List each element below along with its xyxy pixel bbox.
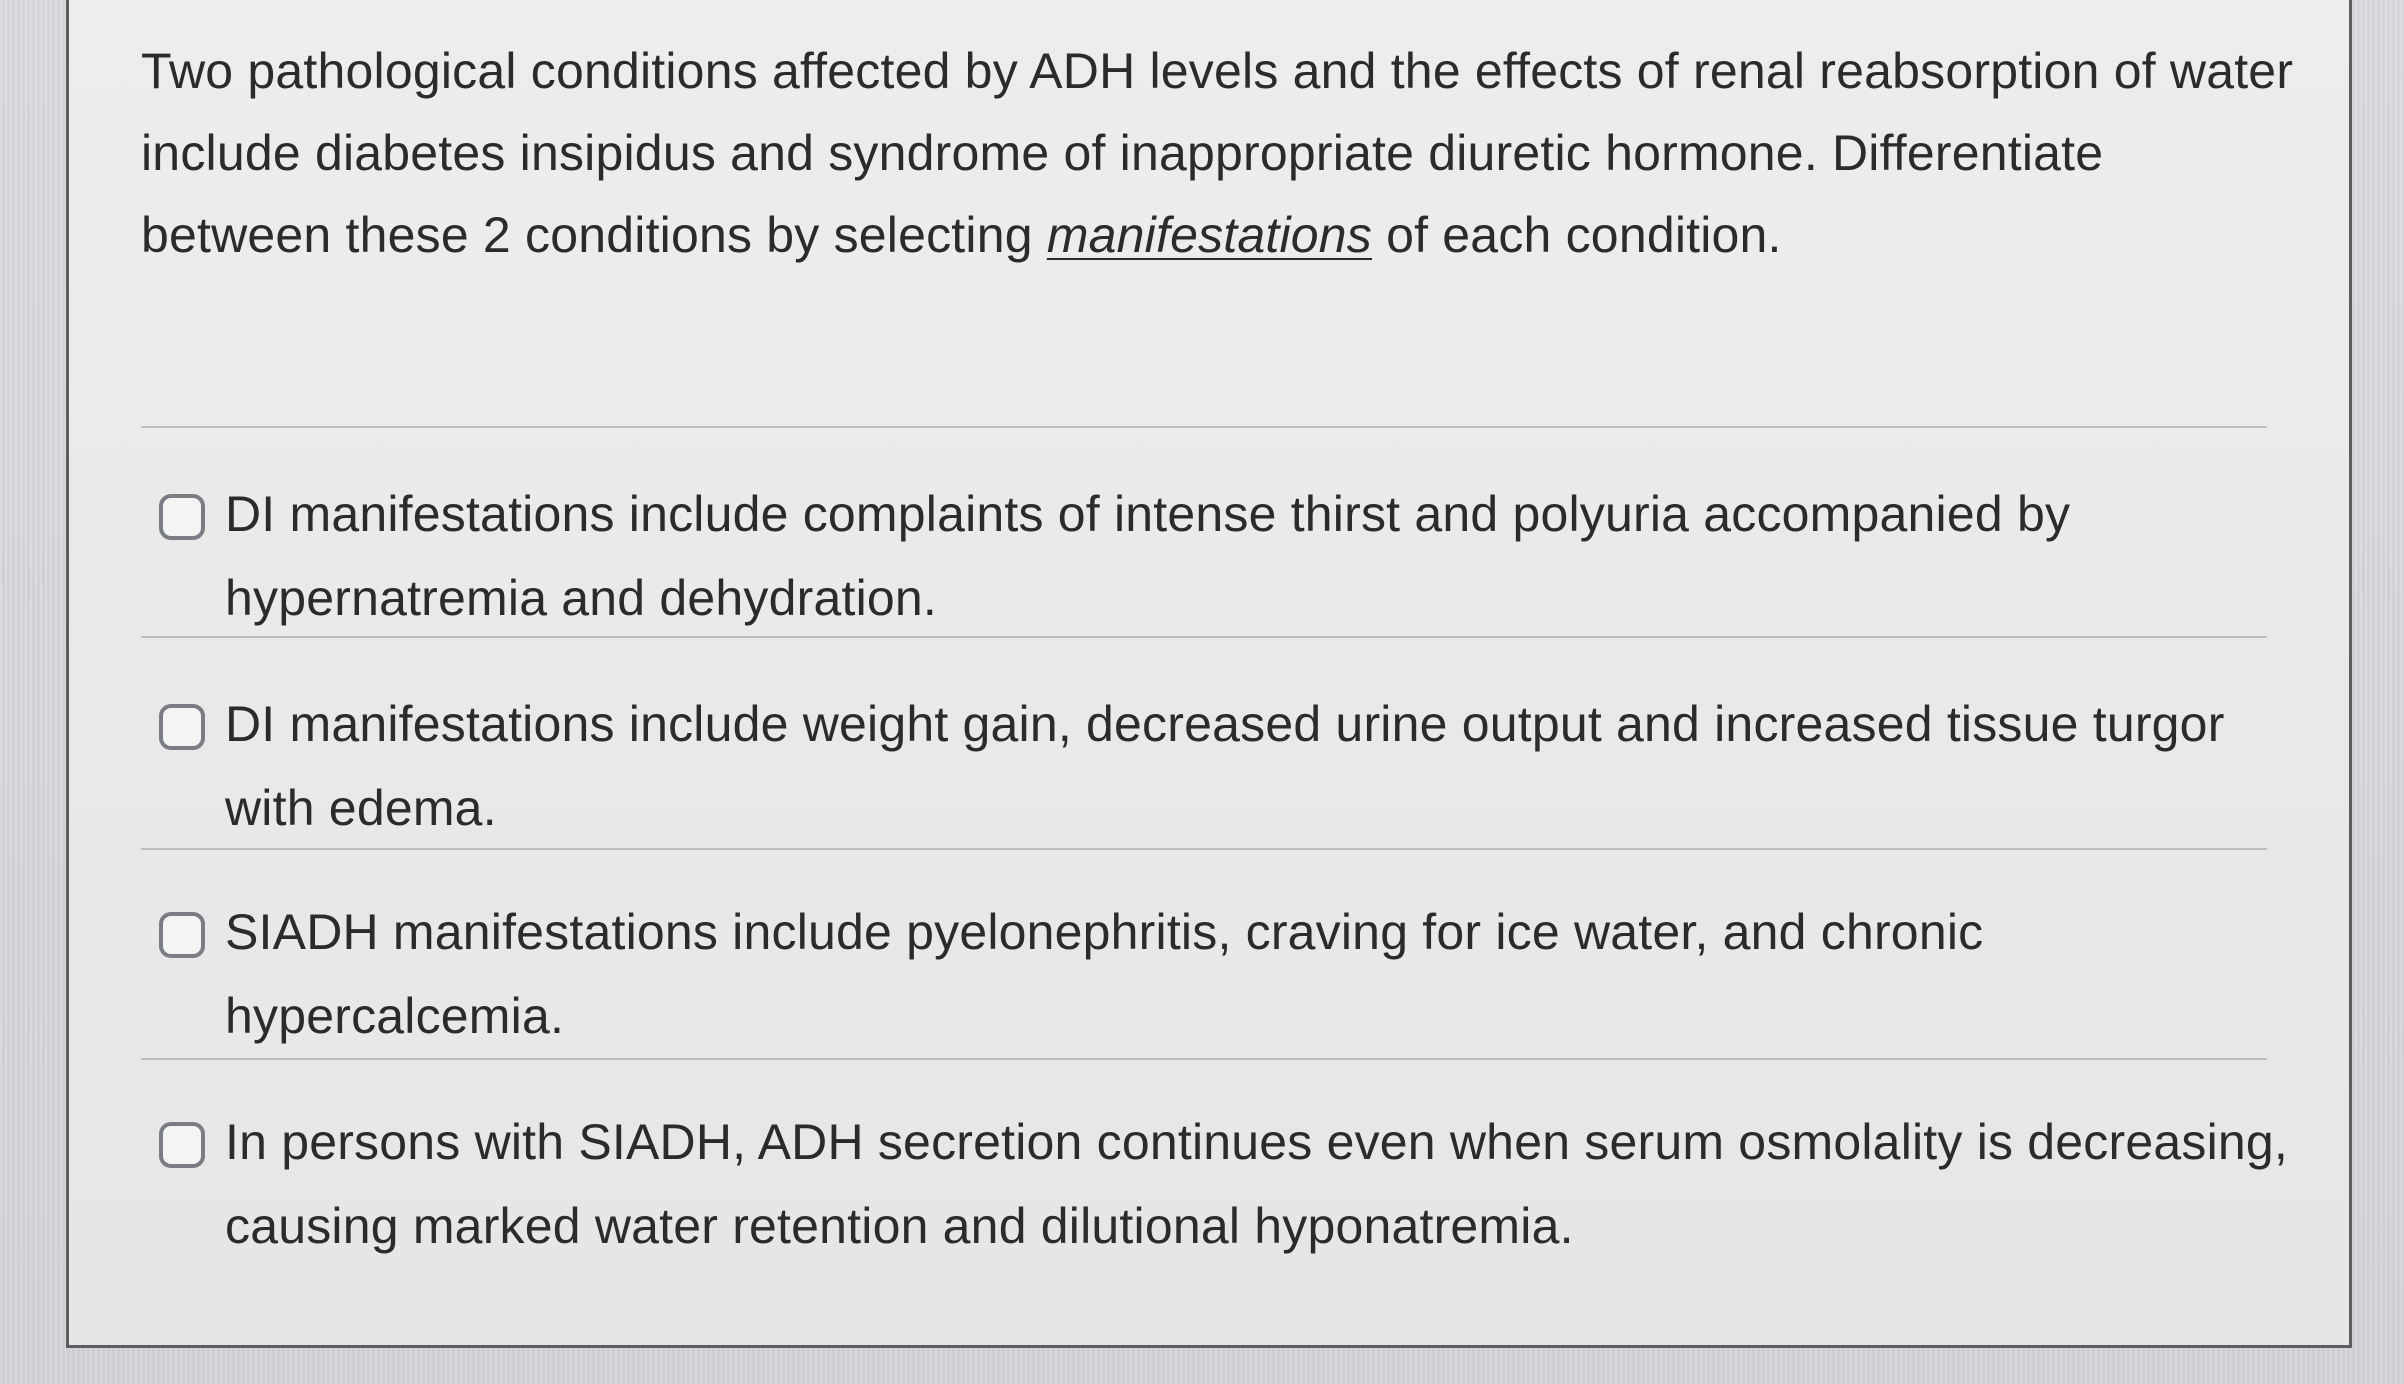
checkbox-icon[interactable] — [159, 1122, 205, 1168]
question-card — [66, 0, 2352, 1348]
answer-option-4[interactable] — [159, 1116, 2309, 1276]
checkbox-icon[interactable] — [159, 494, 205, 540]
answer-option-3[interactable] — [159, 906, 2309, 1066]
checkbox-icon[interactable] — [159, 704, 205, 750]
question-prompt — [141, 30, 2301, 276]
answer-option-label: DI manifestations include weight gain, decreased urine output and increased tissue turgor with edema. — [225, 696, 2225, 836]
checkbox-icon[interactable] — [159, 912, 205, 958]
option-divider-1 — [141, 636, 2267, 638]
answer-option-label: In persons with SIADH, ADH secretion continues even when serum osmolality is decreasing, causing marked water retention and dilutional hyponatremia. — [225, 1114, 2288, 1254]
option-divider-2 — [141, 848, 2267, 850]
prompt-emphasis: manifestations — [1046, 207, 1373, 263]
answer-option-2[interactable] — [159, 698, 2309, 858]
answer-option-1[interactable] — [159, 488, 2309, 648]
prompt-text-before: Two pathological conditions affected by ADH levels and the effects of renal reabsorption of water include diabetes insipidus and syndrome of inappropriate diuretic hormone. Differentiate between these 2 conditions by selecting — [141, 43, 2294, 263]
prompt-text-after: of each condition. — [1372, 207, 1782, 263]
prompt-divider — [141, 426, 2267, 428]
answer-option-label: DI manifestations include complaints of intense thirst and polyuria accompanied by hypernatremia and dehydration. — [225, 486, 2071, 626]
answer-option-label: SIADH manifestations include pyelonephritis, craving for ice water, and chronic hypercalcemia. — [225, 904, 1984, 1044]
option-divider-3 — [141, 1058, 2267, 1060]
